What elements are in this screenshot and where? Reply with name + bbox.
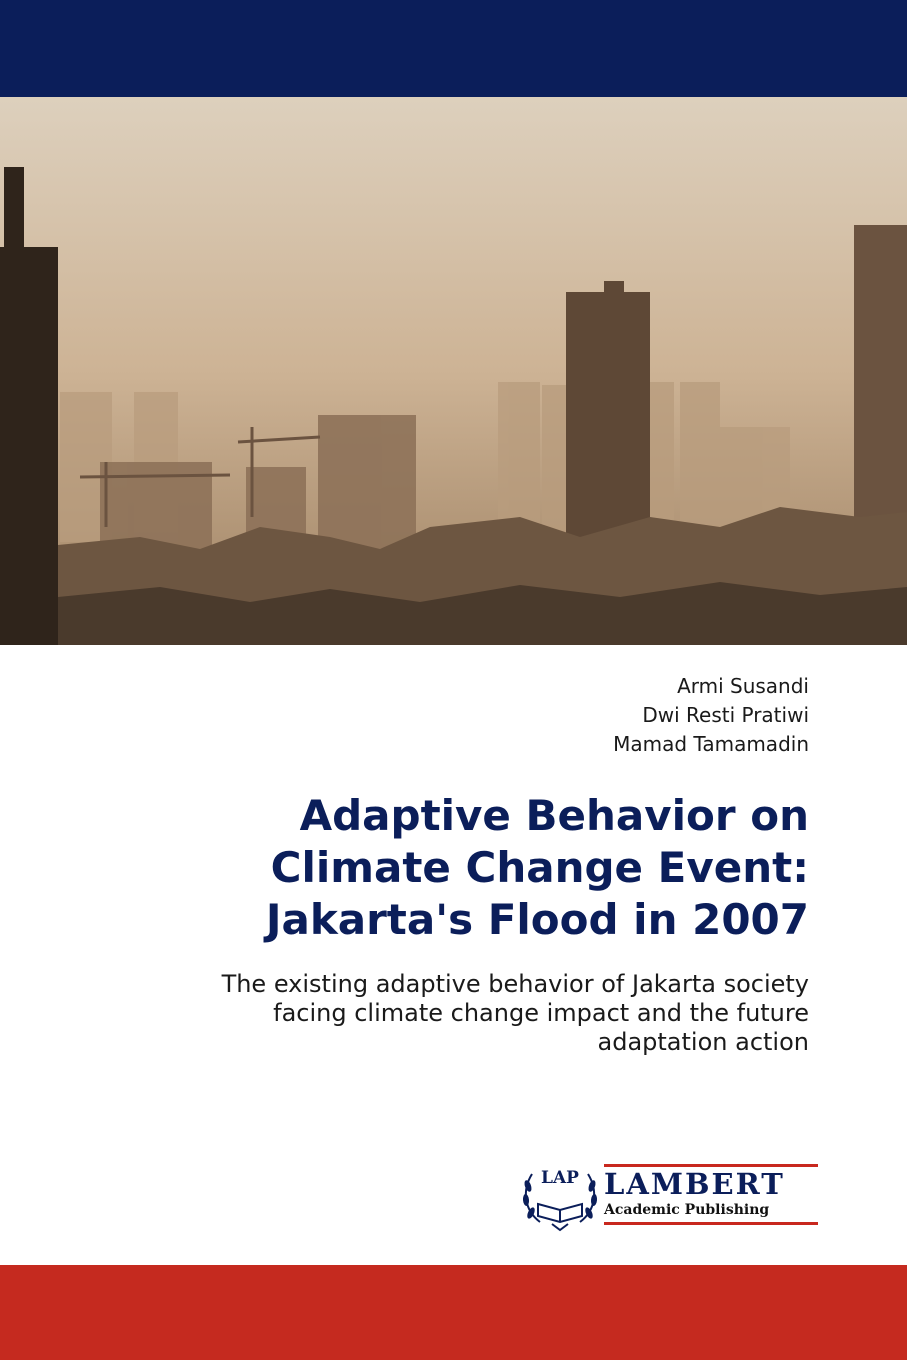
publisher-name: LAMBERT — [604, 1167, 785, 1201]
subtitle-line: facing climate change impact and the future — [273, 999, 809, 1027]
publisher-tagline: Academic Publishing — [604, 1202, 770, 1218]
subtitle-line: adaptation action — [597, 1028, 809, 1056]
author-list — [613, 672, 809, 759]
book-title — [49, 790, 809, 946]
author-name: Mamad Tamamadin — [613, 732, 809, 756]
book-subtitle — [49, 970, 809, 1057]
author-name: Dwi Resti Pratiwi — [642, 703, 809, 727]
publisher-rule-bottom — [604, 1222, 818, 1225]
top-color-band — [0, 0, 907, 97]
title-line: Jakarta's Flood in 2007 — [265, 895, 809, 944]
title-line: Climate Change Event: — [270, 843, 809, 892]
title-line: Adaptive Behavior on — [299, 791, 809, 840]
bottom-color-band — [0, 1265, 907, 1360]
subtitle-line: The existing adaptive behavior of Jakarta society — [221, 970, 809, 998]
author-name: Armi Susandi — [677, 674, 809, 698]
publisher-emblem-text: LAP — [541, 1168, 579, 1188]
skyline-illustration — [0, 97, 907, 645]
publisher-logo — [520, 1160, 820, 1232]
cover-photo-skyline — [0, 97, 907, 645]
